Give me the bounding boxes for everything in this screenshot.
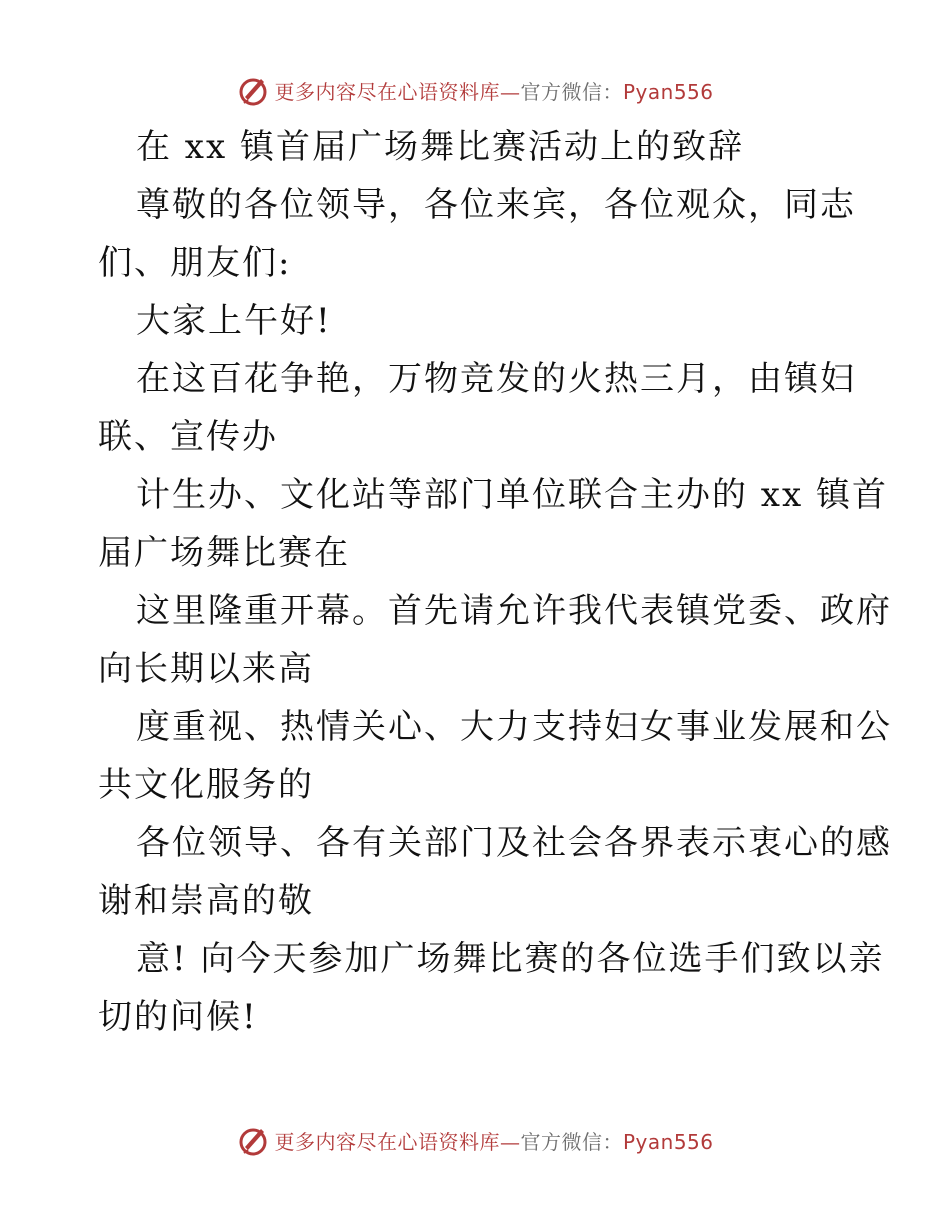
watermark-site: 更多内容尽在心语资料库— xyxy=(274,79,521,104)
text-line: 计生办、文化站等部门单位联合主办的 xx 镇首 xyxy=(136,475,888,515)
text-line: 大家上午好! xyxy=(136,301,332,341)
text-line: 各位领导、各有关部门及社会各界表示衷心的感 xyxy=(136,823,892,863)
watermark-wechat-id: Pyan556 xyxy=(622,79,714,104)
text-line: 度重视、热情关心、大力支持妇女事业发展和公 xyxy=(136,707,892,747)
header-watermark xyxy=(0,70,950,110)
watermark-site: 更多内容尽在心语资料库— xyxy=(274,1129,521,1154)
watermark-wechat-label: 官方微信： xyxy=(520,1129,623,1154)
text-line: 谢和崇高的敬 xyxy=(98,881,314,921)
text-line: 向长期以来高 xyxy=(98,649,314,689)
quill-logo-icon xyxy=(236,73,270,107)
quill-logo-icon xyxy=(236,1123,270,1157)
text-line: 届广场舞比赛在 xyxy=(98,533,350,573)
text-line: 尊敬的各位领导，各位来宾，各位观众，同志 xyxy=(136,185,856,225)
text-line: 共文化服务的 xyxy=(98,765,314,805)
text-line: 联、宣传办 xyxy=(98,417,278,457)
watermark-wechat-label: 官方微信： xyxy=(520,79,623,104)
text-line: 们、朋友们: xyxy=(98,243,292,283)
footer-watermark xyxy=(0,1120,950,1160)
text-line: 这里隆重开幕。首先请允许我代表镇党委、政府 xyxy=(136,591,892,631)
text-line: 意! 向今天参加广场舞比赛的各位选手们致以亲 xyxy=(136,939,885,979)
watermark-wechat-id: Pyan556 xyxy=(622,1129,714,1154)
watermark-text xyxy=(274,1126,713,1155)
watermark-text xyxy=(274,76,713,105)
text-line: 切的问候! xyxy=(98,997,258,1037)
text-line: 在这百花争艳，万物竞发的火热三月，由镇妇 xyxy=(136,359,856,399)
speech-body xyxy=(98,118,892,1046)
text-line: 在 xx 镇首届广场舞比赛活动上的致辞 xyxy=(136,127,744,167)
